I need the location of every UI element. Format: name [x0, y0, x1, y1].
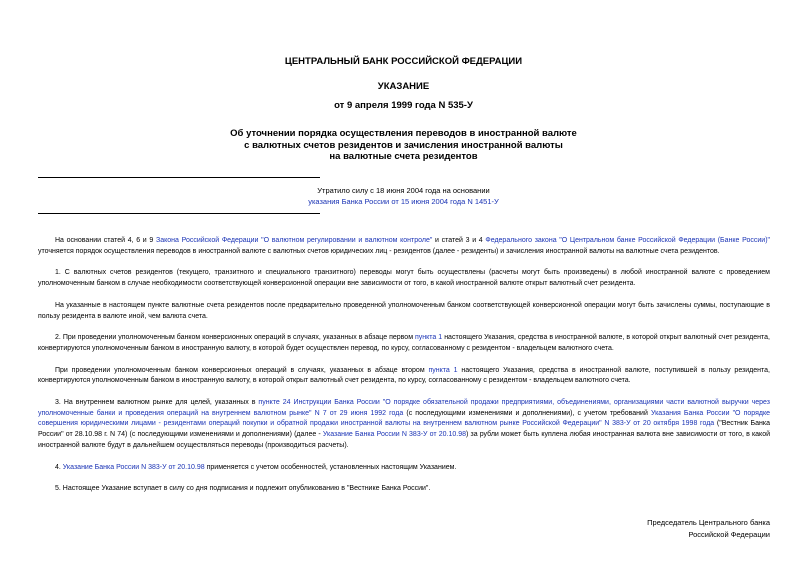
paragraph-preamble	[38, 236, 770, 257]
status-note-link[interactable]: указания Банка России от 15 июня 2004 года N 1451-У	[308, 196, 499, 206]
document-type-heading: УКАЗАНИЕ	[377, 81, 430, 92]
document-date-number: от 9 апреля 1999 года N 535-У	[334, 100, 473, 111]
text-run: и статей 3 и 4	[432, 237, 486, 244]
link-point-1[interactable]: пункта 1	[415, 334, 443, 342]
paragraph-item-2-second	[38, 366, 770, 387]
text-run: 2. При проведении уполномоченным банком конверсионных операций в случаях, указанных в абзаце первом	[55, 334, 415, 342]
text-run: 3. На внутреннем валютном рынке для целей, указанных в	[55, 399, 259, 407]
text-run: настоящего Указания, средства в иностранной валюте, поступившей в пользу резидента, конвертируются уполномоченным банком в иностранную валюту, в которой открыт валютный счет резидента, по курсу, согласованному с резидентом - владельцем валютного счета.	[38, 366, 770, 385]
paragraph-item-3	[38, 398, 770, 452]
issuer-heading: ЦЕНТРАЛЬНЫЙ БАНК РОССИЙСКОЙ ФЕДЕРАЦИИ	[284, 56, 523, 67]
paragraph-item-2	[38, 333, 770, 354]
document-body	[38, 236, 770, 506]
text-run: ("Вестник Банка России" от 28.10.98 г. N 74) (с последующими изменениями и дополнениями) (далее -	[38, 420, 770, 439]
paragraph-item-4	[38, 463, 770, 474]
text-run: ) за рубли может быть куплена любая иностранная валюта вне зависимости от того, в какой иностранной валюте будут в дальнейшем осуществляться переводы (производиться расчеты).	[38, 431, 770, 449]
paragraph-item-1: 1. С валютных счетов резидентов (текущего, транзитного и специального транзитного) переводы могут быть осуществлены (расчеты могут быть произведены) в любой иностранной валюте с проведением уполномоченным банком в случае необходимости соответствующей конверсионной операции вне зависимости от того, в какой иностранной валюте открыт валютный счет резидента.	[38, 269, 770, 288]
text-run: При проведении уполномоченным банком конверсионных операций в случаях, указанных в абзаце втором	[55, 366, 429, 374]
text-run: 4.	[55, 463, 63, 471]
text-run: применяется с учетом особенностей, установленных настоящим Указанием.	[204, 463, 457, 471]
link-instruction-7[interactable]: пункте 24 Инструкции Банка России "О порядке обязательной продажи предприятиями, объединениями, организациями части валютной выручки через уполномоченные банки и проведения операций на внутреннем валютном рынке" N 7 от 29 июня 1992 года	[38, 399, 770, 417]
link-directive-383-short[interactable]: Указание Банка России N 383-У от 20.10.98	[322, 431, 466, 439]
signature-line: Российской Федерации	[688, 529, 770, 539]
text-run: уточняется порядок осуществления переводов в иностранной валюте с валютных счетов юридических лиц - резидентов (далее - резиденты) и зачисления иностранной валюты на валютные счета резидентов.	[38, 247, 720, 255]
link-directive-383[interactable]: Указания Банка России "О порядке совершения юридическими лицами - резидентами операций покупки и обратной продажи иностранной валюты на внутреннем валютном рынке Российской Федерации" N 383-У от 20 октября 1998 года	[38, 409, 770, 428]
link-central-bank-law[interactable]: Федерального закона "О Центральном банке Российской Федерации (Банке России)"	[485, 237, 771, 244]
text-run: На основании статей 4, 6 и 9	[55, 237, 156, 244]
divider-top	[38, 177, 320, 178]
link-currency-law[interactable]: Закона Российской Федерации "О валютном регулировании и валютном контроле"	[156, 237, 433, 244]
title-line: с валютных счетов резидентов и зачисления иностранной валюты	[244, 139, 563, 151]
signature-line: Председатель Центрального банка	[647, 518, 770, 527]
status-note-text: Утратило силу с 18 июня 2004 года на основании	[317, 186, 490, 195]
paragraph-item-1-second: На указанные в настоящем пункте валютные счета резидентов после предварительно проведенной уполномоченным банком соответствующей конверсионной операции могут быть зачислены суммы, поступающие в пользу резидента в валюте иной, чем валюта счета.	[38, 301, 770, 320]
signature-block	[647, 517, 770, 540]
paragraph-item-5: 5. Настоящее Указание вступает в силу со дня подписания и подлежит опубликованию в "Вестнике Банка России".	[55, 485, 431, 493]
status-note	[0, 186, 807, 207]
link-directive-383-short[interactable]: Указание Банка России N 383-У от 20.10.98	[62, 463, 205, 471]
link-point-1[interactable]: пункта 1	[428, 366, 458, 374]
text-run: настоящего Указания, средства в иностранной валюте, в которой открыт валютный счет резидента, конвертируются уполномоченным банком в иностранную валюту, в которой будет осуществлен перевод, по курсу, согласованному с резидентом - владельцем валютного счета.	[38, 334, 770, 352]
text-run: (с последующими изменениями и дополнениями), с учетом требований	[403, 409, 651, 417]
title-line: Об уточнении порядка осуществления переводов в иностранной валюте	[230, 128, 577, 139]
document-title	[0, 128, 807, 163]
divider-bottom	[38, 213, 320, 214]
title-line: на валютные счета резидентов	[329, 151, 478, 162]
